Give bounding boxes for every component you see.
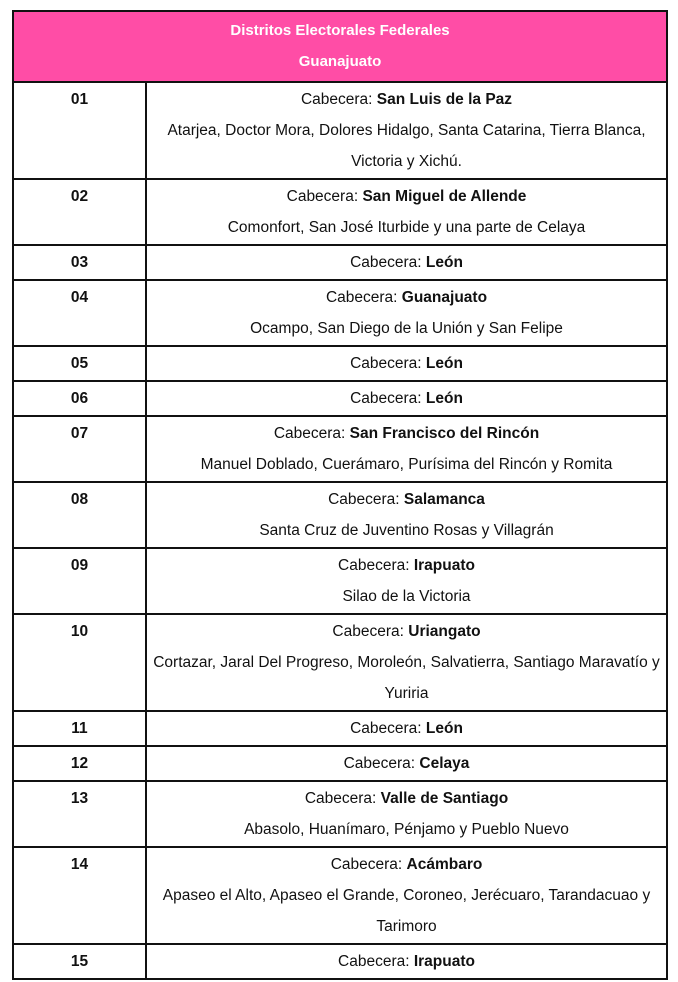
district-info: [146, 245, 667, 280]
cabecera-label: Cabecera:: [350, 390, 426, 407]
cabecera-line: [151, 247, 662, 278]
district-number: 02: [13, 179, 146, 245]
table-row: [13, 82, 667, 179]
cabecera-line: [151, 550, 662, 581]
district-info: [146, 746, 667, 781]
cabecera-label: Cabecera:: [350, 254, 426, 271]
cabecera-line: [151, 849, 662, 880]
cabecera-name: Acámbaro: [406, 856, 483, 873]
municipios-text: Apaseo el Alto, Apaseo el Grande, Coroneo, Jerécuaro, Tarandacuao y Tarimoro: [162, 887, 651, 935]
table-row: [13, 847, 667, 944]
table-title: Distritos Electorales Federales: [230, 22, 450, 39]
municipios-text: Ocampo, San Diego de la Unión y San Felipe: [250, 320, 563, 337]
cabecera-label: Cabecera:: [350, 720, 426, 737]
cabecera-name: Salamanca: [403, 491, 485, 508]
district-info: [146, 179, 667, 245]
district-number: 14: [13, 847, 146, 944]
table-row: [13, 944, 667, 979]
district-info: [146, 781, 667, 847]
cabecera-name: Irapuato: [413, 953, 475, 970]
municipios-text: Abasolo, Huanímaro, Pénjamo y Pueblo Nuevo: [244, 821, 569, 838]
municipios-text: Cortazar, Jaral Del Progreso, Moroleón, Salvatierra, Santiago Maravatío y Yuriria: [153, 654, 660, 702]
table-row: [13, 781, 667, 847]
municipios-text: Atarjea, Doctor Mora, Dolores Hidalgo, Santa Catarina, Tierra Blanca, Victoria y Xichú.: [167, 122, 646, 170]
district-number: 04: [13, 280, 146, 346]
cabecera-line: [151, 713, 662, 744]
cabecera-label: Cabecera:: [304, 790, 381, 807]
district-info: [146, 82, 667, 179]
cabecera-label: Cabecera:: [330, 856, 407, 873]
cabecera-name: Uriangato: [408, 623, 481, 640]
district-number: 10: [13, 614, 146, 711]
table-body: [13, 82, 667, 979]
cabecera-name: León: [425, 390, 463, 407]
cabecera-line: [151, 484, 662, 515]
district-number: 13: [13, 781, 146, 847]
district-info: [146, 416, 667, 482]
cabecera-name: Guanajuato: [401, 289, 488, 306]
table-row: [13, 346, 667, 381]
district-number: 08: [13, 482, 146, 548]
districts-table-wrapper: [12, 10, 666, 980]
district-number: 15: [13, 944, 146, 979]
district-number: 11: [13, 711, 146, 746]
table-header-row: [13, 11, 667, 82]
district-number: 01: [13, 82, 146, 179]
cabecera-name: Irapuato: [413, 557, 475, 574]
district-number: 07: [13, 416, 146, 482]
table-row: [13, 711, 667, 746]
district-info: [146, 847, 667, 944]
table-row: [13, 614, 667, 711]
cabecera-line: [151, 383, 662, 414]
table-row: [13, 381, 667, 416]
district-info: [146, 346, 667, 381]
district-number: 03: [13, 245, 146, 280]
cabecera-label: Cabecera:: [350, 355, 426, 372]
cabecera-label: Cabecera:: [338, 953, 414, 970]
cabecera-label: Cabecera:: [343, 755, 420, 772]
table-subtitle: Guanajuato: [298, 53, 382, 70]
district-info: [146, 482, 667, 548]
district-number: 06: [13, 381, 146, 416]
cabecera-label: Cabecera:: [273, 425, 350, 442]
cabecera-name: Valle de Santiago: [380, 790, 509, 807]
district-info: [146, 381, 667, 416]
district-number: 12: [13, 746, 146, 781]
cabecera-label: Cabecera:: [286, 188, 363, 205]
cabecera-name: San Miguel de Allende: [362, 188, 527, 205]
cabecera-name: San Luis de la Paz: [376, 91, 513, 108]
cabecera-name: León: [425, 254, 463, 271]
cabecera-label: Cabecera:: [325, 289, 402, 306]
cabecera-name: San Francisco del Rincón: [349, 425, 540, 442]
table-row: [13, 482, 667, 548]
municipios-text: Comonfort, San José Iturbide y una parte de Celaya: [227, 219, 586, 236]
cabecera-line: [151, 946, 662, 977]
cabecera-line: [151, 282, 662, 313]
municipios-text: Santa Cruz de Juventino Rosas y Villagrán: [259, 522, 554, 539]
municipios-text: Manuel Doblado, Cuerámaro, Purísima del Rincón y Romita: [200, 456, 613, 473]
cabecera-line: [151, 181, 662, 212]
table-row: [13, 179, 667, 245]
table-row: [13, 416, 667, 482]
districts-table: [12, 10, 668, 980]
cabecera-line: [151, 84, 662, 115]
table-row: [13, 548, 667, 614]
cabecera-line: [151, 616, 662, 647]
cabecera-line: [151, 748, 662, 779]
municipios-text: Silao de la Victoria: [342, 588, 471, 605]
district-number: 05: [13, 346, 146, 381]
cabecera-line: [151, 418, 662, 449]
district-info: [146, 711, 667, 746]
table-row: [13, 245, 667, 280]
cabecera-line: [151, 783, 662, 814]
cabecera-label: Cabecera:: [328, 491, 404, 508]
cabecera-label: Cabecera:: [332, 623, 409, 640]
district-info: [146, 280, 667, 346]
cabecera-name: León: [425, 720, 463, 737]
cabecera-name: León: [425, 355, 463, 372]
table-row: [13, 746, 667, 781]
cabecera-label: Cabecera:: [300, 91, 377, 108]
table-row: [13, 280, 667, 346]
cabecera-name: Celaya: [419, 755, 470, 772]
table-header: [13, 11, 667, 82]
district-info: [146, 548, 667, 614]
district-info: [146, 614, 667, 711]
district-number: 09: [13, 548, 146, 614]
cabecera-line: [151, 348, 662, 379]
cabecera-label: Cabecera:: [338, 557, 414, 574]
district-info: [146, 944, 667, 979]
